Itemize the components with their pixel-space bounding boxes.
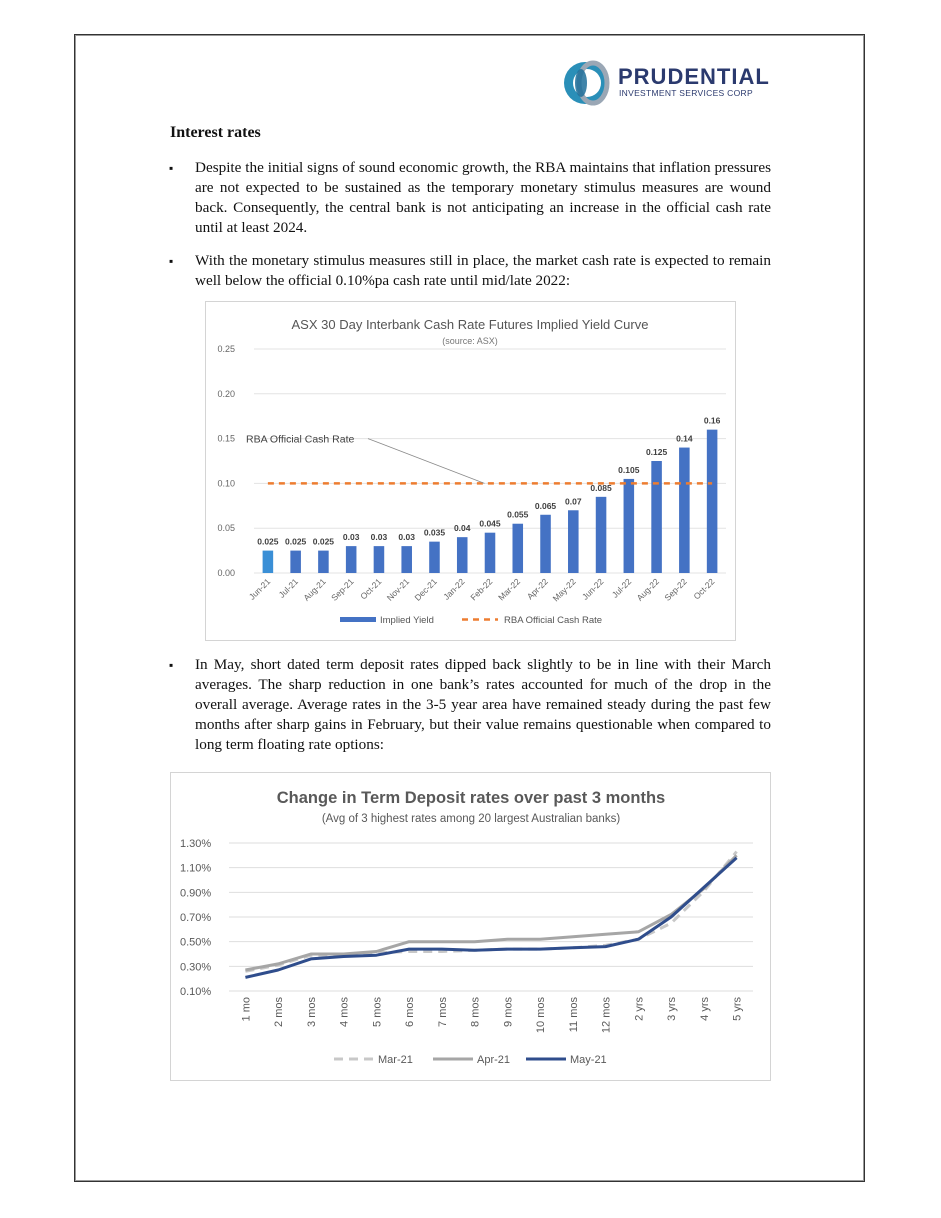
x-tick-label: Sep-21 [329, 576, 356, 603]
term-deposit-chart-svg [171, 773, 770, 1080]
x-tick-label: 3 mos [305, 997, 318, 1027]
paragraph-1: ▪ Despite the initial signs of sound economic growth, the RBA maintains that inflation pressures are not expected to be sustained as the temporary monetary stimulus measures are wound back. Consequently, the central bank is not anticipating an increase in the official cash rate until at least 2024. [195, 158, 771, 238]
x-tick-label: 9 mos [502, 997, 515, 1027]
chart-subtitle: (source: ASX) [442, 336, 498, 346]
y-tick-label: 0.10% [180, 986, 212, 998]
logo [561, 60, 770, 106]
cash-rate-chart-svg [206, 302, 735, 640]
x-tick-label: 8 mos [469, 997, 482, 1027]
x-tick-label: 4 mos [338, 997, 351, 1027]
bar [485, 533, 496, 573]
x-tick-label: Jul-21 [276, 576, 301, 600]
y-tick-label: 0.90% [180, 887, 212, 900]
bar-data-label: 0.025 [285, 536, 307, 547]
bar-data-label: 0.085 [590, 482, 612, 493]
x-tick-label: Jan-22 [441, 576, 467, 602]
cash-rate-chart [205, 301, 736, 641]
x-tick-label: Aug-21 [301, 576, 328, 603]
legend-label: Apr-21 [477, 1054, 511, 1066]
section-heading: Interest rates [170, 124, 261, 141]
x-tick-label: Nov-21 [384, 576, 412, 603]
bar [346, 546, 357, 573]
logo-mark-icon [561, 60, 613, 106]
bar [568, 510, 579, 573]
bar-data-label: 0.03 [370, 532, 388, 543]
bar [401, 546, 412, 573]
annotation-label: RBA Official Cash Rate [246, 433, 355, 446]
y-tick-label: 0.50% [180, 936, 212, 949]
x-tick-label: 4 yrs [698, 997, 711, 1021]
y-tick-label: 0.05 [217, 523, 235, 534]
bar [457, 537, 468, 573]
x-tick-label: May-22 [550, 576, 578, 604]
bar-data-label: 0.045 [479, 518, 501, 529]
x-tick-label: Jul-22 [609, 576, 634, 600]
x-tick-label: 2 mos [273, 997, 286, 1027]
x-tick-label: Apr-22 [524, 576, 550, 602]
bar [290, 551, 301, 573]
y-tick-label: 0.25 [217, 344, 235, 354]
x-tick-label: 2 yrs [633, 997, 646, 1021]
bar [318, 551, 329, 573]
x-tick-label: Mar-22 [496, 576, 523, 603]
bar [429, 542, 440, 573]
bar-data-label: 0.04 [453, 523, 471, 534]
x-tick-label: 1 mo [240, 997, 253, 1022]
bar [374, 546, 385, 573]
legend-label: Mar-21 [378, 1054, 413, 1066]
bar [263, 551, 274, 573]
bar-data-label: 0.03 [342, 532, 360, 543]
bar-data-label: 0.03 [398, 532, 415, 543]
bar [624, 479, 635, 573]
legend-label: RBA Official Cash Rate [504, 615, 603, 626]
bar [596, 497, 607, 573]
bar [707, 430, 718, 573]
logo-tagline: INVESTMENT SERVICES CORP [619, 88, 753, 98]
bar-data-label: 0.065 [534, 500, 557, 511]
x-tick-label: 6 mos [404, 997, 417, 1027]
x-tick-label: Aug-22 [634, 576, 662, 603]
x-tick-label: 3 yrs [666, 997, 679, 1021]
series-line-apr-21 [245, 855, 736, 970]
bar-data-label: 0.035 [423, 527, 446, 538]
bar [679, 448, 690, 573]
y-tick-label: 0.10 [217, 478, 235, 489]
chart-title: ASX 30 Day Interbank Cash Rate Futures Implied Yield Curve [291, 317, 649, 332]
legend-label: May-21 [570, 1054, 607, 1066]
legend-label: Implied Yield [380, 615, 434, 626]
legend-swatch-bar [340, 617, 376, 622]
bar [540, 515, 551, 573]
y-tick-label: 0.70% [180, 912, 212, 924]
y-tick-label: 1.10% [180, 862, 212, 875]
chart-title: Change in Term Deposit rates over past 3 months [276, 789, 666, 807]
y-tick-label: 0.00 [217, 568, 235, 578]
bar-data-label: 0.025 [257, 536, 279, 547]
paragraph-3: ▪ In May, short dated term deposit rates dipped back slightly to be in line with their March averages. The sharp reduction in one bank’s rates accounted for much of the drop in the overall average. Average rates in the 3-5 year area have remained steady during the past few months after sharp gains in February, but their value remains questionable when compared to long term floating rate options: [195, 655, 771, 755]
term-deposit-chart [170, 772, 771, 1081]
x-tick-label: Jun-21 [246, 576, 273, 602]
bar [512, 524, 523, 573]
bar-data-label: 0.105 [618, 464, 640, 475]
y-tick-label: 0.15 [217, 433, 235, 444]
x-tick-label: 7 mos [436, 997, 449, 1027]
bar-data-label: 0.16 [703, 415, 721, 426]
logo-name: PRUDENTIAL [618, 64, 770, 89]
y-tick-label: 1.30% [180, 838, 212, 850]
chart-subtitle: (Avg of 3 highest rates among 20 largest Australian banks) [321, 813, 621, 825]
x-tick-label: 10 mos [535, 997, 548, 1034]
paragraph-2: ▪ With the monetary stimulus measures still in place, the market cash rate is expected to remain well below the official 0.10%pa cash rate until mid/late 2022: [195, 251, 771, 291]
x-tick-label: Oct-22 [691, 576, 717, 602]
x-tick-label: 12 mos [600, 997, 613, 1034]
y-tick-label: 0.20 [217, 388, 235, 399]
x-tick-label: 5 yrs [731, 997, 744, 1021]
bar-data-label: 0.14 [676, 433, 693, 444]
x-tick-label: Feb-22 [468, 576, 495, 603]
x-tick-label: Oct-21 [358, 576, 384, 602]
y-tick-label: 0.30% [180, 961, 212, 974]
bar [651, 461, 662, 573]
x-tick-label: Dec-21 [412, 576, 439, 603]
bar-data-label: 0.125 [645, 447, 668, 457]
bar-data-label: 0.025 [312, 536, 335, 547]
x-tick-label: 11 mos [567, 997, 580, 1033]
bar-data-label: 0.07 [565, 496, 582, 507]
x-tick-label: 5 mos [371, 997, 384, 1027]
x-tick-label: Sep-22 [662, 576, 689, 603]
annotation-leader [368, 439, 484, 484]
bar-data-label: 0.055 [507, 509, 529, 520]
x-tick-label: Jun-22 [580, 576, 606, 602]
